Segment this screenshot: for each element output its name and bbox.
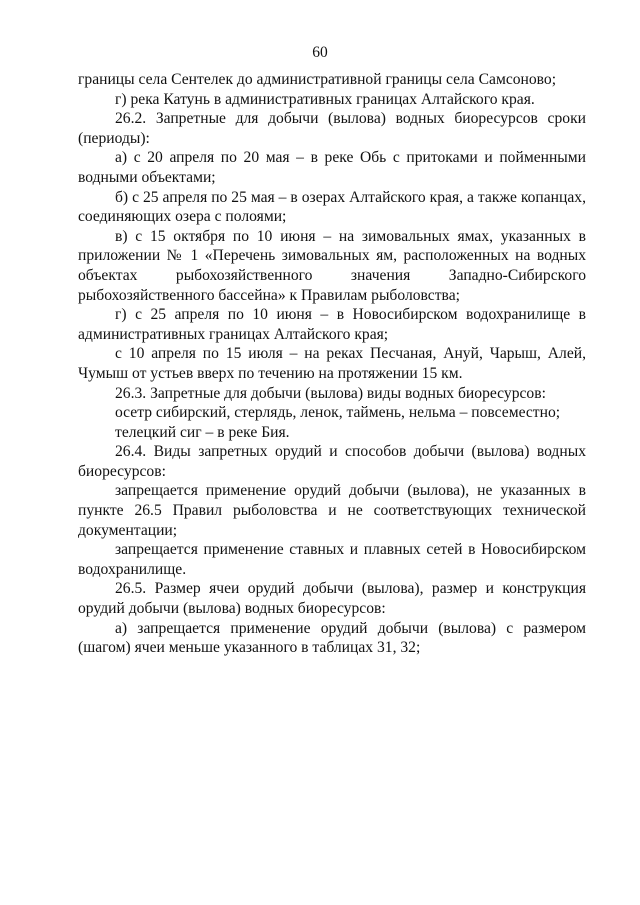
paragraph: запрещается применение ставных и плавных сетей в Новосибирском водохранилище. bbox=[78, 541, 586, 578]
paragraph: с 10 апреля по 15 июля – на реках Песчаная, Ануй, Чарыш, Алей, Чумыш от устьев вверх по течению на протяжении 15 км. bbox=[78, 345, 586, 382]
paragraph: г) река Катунь в административных границах Алтайского края. bbox=[115, 90, 535, 108]
paragraph: а) с 20 апреля по 20 мая – в реке Обь с притоками и пойменными водными объектами; bbox=[78, 149, 586, 186]
paragraph: в) с 15 октября по 10 июня – на зимовальных ямах, указанных в приложении № 1 «Перечень зимовальных ям, расположенных на водных объектах рыбохозяйственного значения Западно-Сибирского рыбохозяйственного бассейна» к Правилам рыболовства; bbox=[78, 227, 586, 304]
paragraph: запрещается применение орудий добычи (вылова), не указанных в пункте 26.5 Правил рыболовства и не соответствующих технической документации; bbox=[78, 482, 586, 539]
paragraph: 26.4. Виды запретных орудий и способов добычи (вылова) водных биоресурсов: bbox=[78, 443, 586, 480]
page-number: 60 bbox=[312, 44, 328, 61]
paragraph: 26.5. Размер ячеи орудий добычи (вылова), размер и конструкция орудий добычи (вылова) водных биоресурсов: bbox=[78, 580, 586, 618]
paragraph: г) с 25 апреля по 10 июня – в Новосибирском водохранилище в административных границах Алтайского края; bbox=[78, 306, 586, 343]
paragraph: осетр сибирский, стерлядь, ленок, таймень, нельма – повсеместно; bbox=[115, 404, 561, 422]
paragraph: а) запрещается применение орудий добычи (вылова) с размером (шагом) ячеи меньше указанного в таблицах 31, 32; bbox=[78, 619, 586, 657]
paragraph: 26.3. Запретные для добычи (вылова) виды водных биоресурсов: bbox=[115, 384, 546, 402]
paragraph: б) с 25 апреля по 25 мая – в озерах Алтайского края, а также копанцах, соединяющих озера с полоями; bbox=[78, 188, 586, 226]
document-body bbox=[78, 70, 586, 658]
paragraph: границы села Сентелек до административной границы села Самсоново; bbox=[78, 71, 557, 88]
paragraph: телецкий сиг – в реке Бия. bbox=[115, 423, 290, 441]
paragraph: 26.2. Запретные для добычи (вылова) водных биоресурсов сроки (периоды): bbox=[78, 110, 586, 147]
